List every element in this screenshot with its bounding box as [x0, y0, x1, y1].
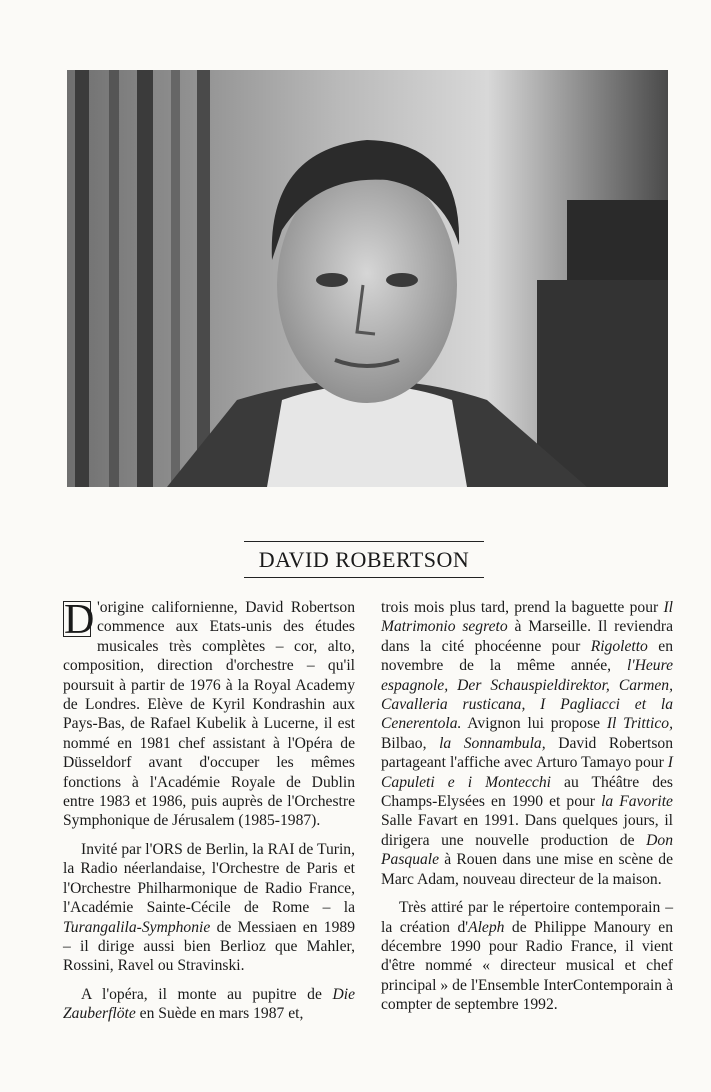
text-segment: Invité par l'ORS de Berlin, la RAI de Turin, la Radio néerlandaise, l'Orchestre de Paris et l'Orchestre Philharmonique de Radio France, l'Académie Sainte-Cécile de Rome – la [63, 840, 355, 917]
text-segment: en novembre de la même année, [381, 637, 673, 675]
italic-title: Turangalila-Symphonie [63, 918, 211, 936]
italic-title: Die Zauberflöte [63, 985, 355, 1023]
italic-title: Rigoletto [590, 637, 648, 655]
italic-title: Il Trittico, [606, 715, 673, 733]
portrait-illustration [67, 70, 668, 487]
italic-title: Il Matrimonio segreto [381, 599, 673, 636]
text-segment: David Robertson partageant l'affiche avec Arturo Tamayo pour [381, 734, 673, 772]
italic-title: la Favorite [601, 793, 673, 811]
title-rule-box [244, 541, 484, 578]
paragraph-3 [63, 985, 355, 1024]
italic-title: Don Pasquale [381, 831, 673, 869]
text-segment: Bilbao, [381, 734, 440, 752]
text-segment: de Messiaen en 1989 – il dirige aussi bien Berlioz que Mahler, Rossini, Ravel ou Stravinski. [63, 918, 355, 975]
text-segment: en Suède en mars 1987 et, [135, 1005, 304, 1023]
left-column [63, 598, 355, 1024]
text-segment: trois mois plus tard, prend la baguette pour [381, 599, 664, 616]
paragraph-5 [381, 898, 673, 1014]
paragraph-1 [63, 598, 355, 831]
text-segment: Avignon lui propose [461, 715, 607, 733]
text-segment: A l'opéra, il monte au pupitre de [81, 985, 333, 1003]
text-segment: de Philippe Manoury en décembre 1990 pour Radio France, il vient d'être nommé « directeur musical et chef principal » de l'Ensemble InterContemporain à compter de septembre 1992. [381, 918, 673, 1014]
page-title: DAVID ROBERTSON [258, 547, 470, 572]
paragraph-1-text: 'origine californienne, David Robertson commence aux Etats-unis des études musicales très complètes – cor, alto, composition, direction d'orchestre – qu'il poursuit à partir de 1976 à la Royal Academy de Londres. Elève de Kyril Kondrashin aux Pays-Bas, de Rafael Kubelik à Lucerne, il est nommé en 1981 chef assistant à l'Opéra de Düsseldorf avant d'occuper les mêmes fonctions à l'Académie Royale de Dublin entre 1983 et 1986, puis auprès de l'Orchestre Symphonique de Jérusalem (1985-1987). [63, 599, 355, 830]
text-segment: à Rouen dans une mise en scène de Marc Adam, nouveau directeur de la maison. [381, 851, 673, 888]
paragraph-4 [381, 598, 673, 889]
italic-title: Aleph [468, 918, 505, 936]
text-segment: Très attiré par le répertoire contemporain – la création d' [381, 899, 673, 936]
italic-title: l'Heure espagnole, Der Schauspieldirektor, Carmen, Cavalleria rusticana, I Pagliacci et la Cenerentola. [381, 657, 673, 733]
paragraph-2 [63, 840, 355, 976]
text-segment: au Théâtre des Champs-Elysées en 1990 et pour [381, 773, 673, 811]
italic-title: la Sonnambula, [439, 734, 546, 752]
right-column [381, 598, 673, 1015]
text-segment: Salle Favart en 1991. Dans quelques jours, il dirigera une nouvelle production de [381, 812, 673, 849]
text-segment: à Marseille. Il reviendra dans la cité phocéenne pour [381, 618, 674, 655]
drop-cap: D [64, 597, 95, 643]
portrait-photo [67, 70, 668, 487]
italic-title: I Capuleti e i Montecchi [381, 754, 673, 791]
